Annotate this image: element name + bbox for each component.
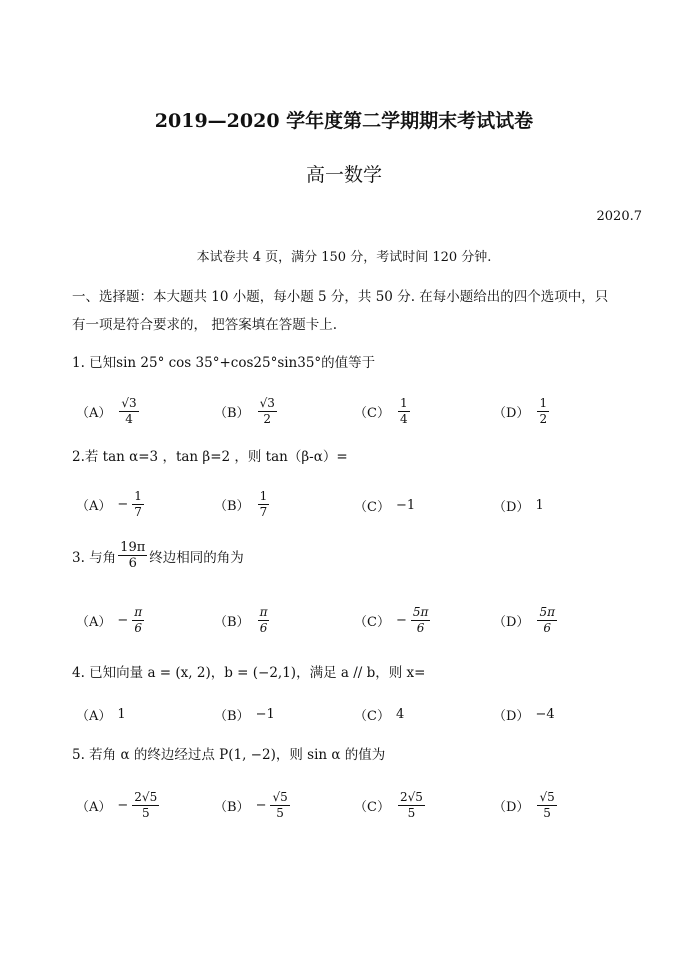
- numerator: 2√5: [399, 790, 423, 804]
- numerator: 5π: [539, 605, 555, 619]
- option-label: （C）: [354, 406, 390, 421]
- numerator: 1: [134, 489, 142, 503]
- option-a: [76, 605, 146, 636]
- question-2-stem: 2.若 tan α=3 ，tan β=2 ，则 tan（β-α）=: [72, 449, 348, 465]
- option-fraction: [270, 790, 289, 821]
- option-d: [493, 705, 555, 724]
- option-b: [214, 705, 275, 724]
- option-b: [214, 396, 279, 427]
- option-fraction: [537, 396, 549, 427]
- option-b: [214, 790, 292, 821]
- option-label: （B）: [214, 499, 250, 514]
- option-value: 4: [395, 707, 405, 722]
- denominator: 2: [263, 412, 272, 426]
- stem-fraction: [118, 540, 147, 571]
- numerator: 19π: [120, 540, 146, 555]
- option-label: （C）: [354, 709, 390, 724]
- numerator: 1: [399, 396, 408, 410]
- option-d: [493, 790, 559, 821]
- denominator: 6: [128, 556, 137, 571]
- option-value: 1: [535, 498, 544, 513]
- option-label: （C）: [354, 800, 390, 815]
- question-4-stem: 4. 已知向量 a = (x, 2)，b = (−2,1)，满足 a // b，则 x=: [72, 665, 426, 681]
- minus-sign: −: [117, 497, 129, 512]
- denominator: 2: [539, 412, 548, 426]
- option-a: [76, 489, 146, 520]
- minus-sign: −: [117, 613, 129, 628]
- minus-sign: −: [117, 798, 129, 813]
- numerator: 2√5: [134, 790, 158, 804]
- option-label: （D）: [493, 800, 530, 815]
- option-label: （A）: [76, 499, 112, 514]
- option-fraction: [258, 396, 277, 427]
- option-value: 1: [117, 707, 126, 722]
- numerator: √3: [259, 396, 275, 410]
- denominator: 5: [543, 806, 551, 820]
- denominator: 4: [125, 412, 133, 426]
- numerator: 1: [259, 489, 268, 503]
- exam-info: 本试卷共 4 页，满分 150 分，考试时间 120 分钟.: [196, 250, 492, 265]
- denominator: 7: [259, 505, 268, 519]
- exam-date: 2020.7: [596, 209, 642, 224]
- option-a: [76, 705, 126, 724]
- option-b: [214, 605, 271, 636]
- option-fraction: [258, 605, 270, 636]
- option-a: [76, 396, 141, 427]
- option-label: （D）: [493, 615, 530, 630]
- question-3-stem: [72, 540, 244, 571]
- option-label: （D）: [493, 406, 530, 421]
- numerator: √5: [539, 790, 555, 804]
- option-d: [493, 496, 544, 515]
- option-fraction: [132, 489, 144, 520]
- numerator: π: [134, 605, 143, 619]
- option-fraction: [537, 790, 556, 821]
- option-fraction: [398, 396, 410, 427]
- option-label: （C）: [354, 500, 390, 515]
- option-label: （B）: [214, 709, 250, 724]
- option-label: （D）: [493, 500, 530, 515]
- option-fraction: [537, 605, 557, 636]
- minus-sign: −: [255, 798, 267, 813]
- numerator: √3: [121, 396, 137, 410]
- option-label: （A）: [76, 709, 112, 724]
- denominator: 6: [543, 621, 552, 635]
- denominator: 6: [134, 621, 143, 635]
- option-label: （C）: [354, 615, 390, 630]
- option-label: （A）: [76, 800, 112, 815]
- option-d: [493, 605, 559, 636]
- question-1-stem: 1. 已知sin 25° cos 35°+cos25°sin35°的值等于: [72, 355, 376, 371]
- option-value: −1: [395, 498, 416, 513]
- numerator: √5: [272, 790, 288, 804]
- denominator: 6: [259, 621, 268, 635]
- option-value: −1: [255, 707, 275, 722]
- numerator: 5π: [412, 605, 429, 619]
- denominator: 7: [134, 505, 142, 519]
- option-c: [354, 705, 404, 724]
- option-label: （A）: [76, 615, 112, 630]
- option-c: [354, 790, 427, 821]
- numerator: 1: [539, 396, 548, 410]
- option-label: （B）: [214, 615, 250, 630]
- denominator: 5: [407, 806, 416, 820]
- option-c: [354, 605, 432, 636]
- option-a: [76, 790, 161, 821]
- option-fraction: [132, 605, 144, 636]
- denominator: 4: [399, 412, 408, 426]
- denominator: 5: [276, 806, 284, 820]
- option-label: （D）: [493, 709, 530, 724]
- option-label: （B）: [214, 406, 250, 421]
- option-fraction: [119, 396, 138, 427]
- option-value: −4: [535, 707, 555, 722]
- subject-title: 高一数学: [305, 164, 382, 186]
- exam-title: 2019—2020 学年度第二学期期末考试试卷: [154, 110, 534, 132]
- denominator: 6: [416, 621, 425, 635]
- option-label: （A）: [76, 406, 112, 421]
- minus-sign: −: [395, 613, 407, 628]
- numerator: π: [259, 605, 268, 619]
- stem-suffix: 终边相同的角为: [149, 549, 244, 566]
- section-heading: 一、选择题：本大题共 10 小题，每小题 5 分，共 50 分. 在每小题给出的四个选项中，只有一项是符合要求的， 把答案填在答题卡上.: [72, 289, 609, 333]
- option-c: [354, 396, 412, 427]
- option-fraction: [258, 489, 270, 520]
- option-b: [214, 489, 271, 520]
- option-label: （B）: [214, 800, 250, 815]
- question-5-stem: 5. 若角 α 的终边经过点 P(1, −2)，则 sin α 的值为: [72, 747, 386, 763]
- option-fraction: [411, 605, 431, 636]
- option-fraction: [132, 790, 159, 821]
- option-fraction: [398, 790, 425, 821]
- option-c: [354, 496, 415, 515]
- stem-prefix: 3. 与角: [72, 549, 117, 566]
- denominator: 5: [141, 806, 150, 820]
- option-d: [493, 396, 551, 427]
